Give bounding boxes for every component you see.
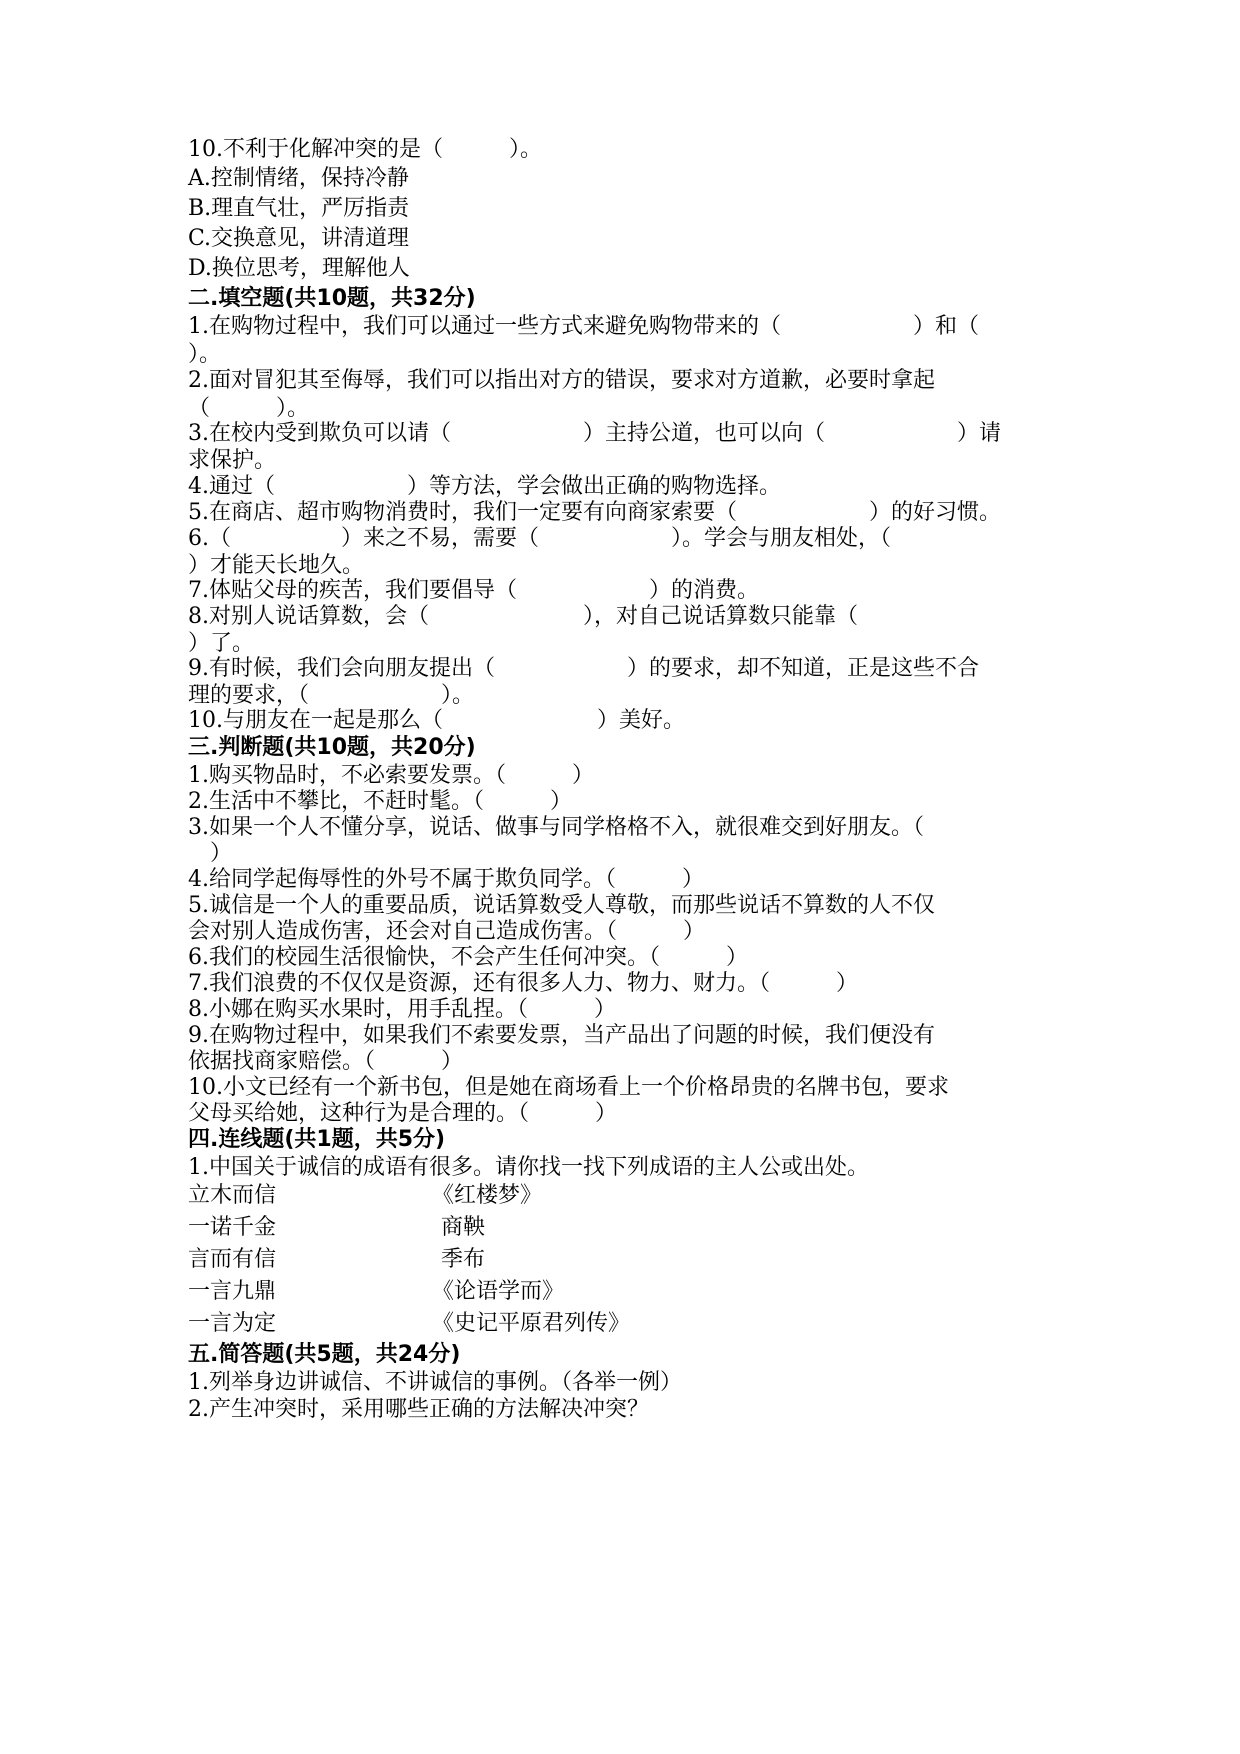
judge-line: 会对别人造成伤害，还会对自己造成伤害。（ ） (188, 919, 706, 944)
judge-line: 2.生活中不攀比，不赶时髦。（ ） (188, 789, 572, 814)
short-question: 2.产生冲突时，采用哪些正确的方法解决冲突？ (188, 1397, 649, 1422)
fill-line: 2.面对冒犯其至侮辱，我们可以指出对方的错误，要求对方道歉，必要时拿起 (188, 368, 935, 393)
judge-line: 父母买给她，这种行为是合理的。（ ） (188, 1101, 618, 1126)
judge-line: 1.购买物品时，不必索要发票。（ ） (188, 763, 594, 788)
judge-line: 4.给同学起侮辱性的外号不属于欺负同学。（ ） (188, 867, 704, 892)
fill-line: 7.体贴父母的疾苦，我们要倡导（ ）的消费。 (188, 578, 759, 603)
judge-line: 7.我们浪费的不仅仅是资源，还有很多人力、物力、财力。（ ） (188, 971, 858, 996)
fill-line: ）了。 (188, 631, 255, 656)
match-right-item: 《红楼梦》 (432, 1183, 543, 1208)
fill-line: 5.在商店、超市购物消费时，我们一定要有向商家索要（ ）的好习惯。 (188, 500, 1001, 525)
section-heading-short: 五.简答题(共5题，共24分) (188, 1342, 461, 1367)
judge-line: 3.如果一个人不懂分享，说话、做事与同学格格不入，就很难交到好朋友。（ (188, 815, 924, 840)
fill-line: 4.通过（ ）等方法，学会做出正确的购物选择。 (188, 474, 781, 499)
judge-line: ） (188, 841, 233, 866)
match-right-item: 《论语学而》 (432, 1279, 565, 1304)
match-left-item: 言而有信 (188, 1247, 277, 1272)
fill-line: （ ）。 (188, 396, 310, 421)
fill-line: 10.与朋友在一起是那么（ ）美好。 (188, 708, 685, 733)
option-c: C.交换意见，讲清道理 (188, 226, 410, 251)
judge-line: 6.我们的校园生活很愉快，不会产生任何冲突。（ ） (188, 945, 748, 970)
fill-line: 理的要求，（ ）。 (188, 683, 475, 708)
match-right-item: 商鞅 (441, 1215, 486, 1240)
match-left-item: 立木而信 (188, 1183, 277, 1208)
match-left-item: 一言九鼎 (188, 1279, 277, 1304)
match-left-item: 一诺千金 (188, 1215, 277, 1240)
match-right-item: 季布 (441, 1247, 486, 1272)
section-heading-fill: 二.填空题(共10题，共32分) (188, 286, 476, 311)
judge-line: 9.在购物过程中，如果我们不索要发票，当产品出了问题的时候，我们便没有 (188, 1023, 935, 1048)
option-d: D.换位思考，理解他人 (188, 256, 410, 281)
section-heading-judge: 三.判断题(共10题，共20分) (188, 735, 476, 760)
fill-line: 求保护。 (188, 448, 277, 473)
match-right-item: 《史记平原君列传》 (432, 1311, 631, 1336)
judge-line: 10.小文已经有一个新书包，但是她在商场看上一个价格昂贵的名牌书包，要求 (188, 1075, 949, 1100)
short-question: 1.列举身边讲诚信、不讲诚信的事例。（各举一例） (188, 1370, 682, 1395)
fill-line: 6.（ ）来之不易，需要（ ）。学会与朋友相处，（ (188, 526, 891, 551)
fill-line: ）。 (188, 342, 222, 367)
section-heading-match: 四.连线题(共1题，共5分) (188, 1127, 446, 1152)
fill-line: ）才能天长地久。 (188, 553, 365, 578)
question-10-stem: 10.不利于化解冲突的是（ ）。 (188, 137, 542, 162)
judge-line: 5.诚信是一个人的重要品质，说话算数受人尊敬，而那些说话不算数的人不仅 (188, 893, 935, 918)
option-b: B.理直气壮，严厉指责 (188, 196, 410, 221)
fill-line: 8.对别人说话算数，会（ ），对自己说话算数只能靠（ (188, 604, 858, 629)
match-left-item: 一言为定 (188, 1311, 277, 1336)
fill-line: 3.在校内受到欺负可以请（ ）主持公道，也可以向（ ）请 (188, 421, 1001, 446)
judge-line: 8.小娜在购买水果时，用手乱捏。（ ） (188, 997, 616, 1022)
match-stem: 1.中国关于诚信的成语有很多。请你找一找下列成语的主人公或出处。 (188, 1155, 869, 1180)
fill-line: 1.在购物过程中，我们可以通过一些方式来避免购物带来的（ ）和（ (188, 314, 979, 339)
option-a: A.控制情绪，保持冷静 (188, 166, 409, 191)
judge-line: 依据找商家赔偿。（ ） (188, 1049, 464, 1074)
fill-line: 9.有时候，我们会向朋友提出（ ）的要求，却不知道，正是这些不合 (188, 656, 979, 681)
